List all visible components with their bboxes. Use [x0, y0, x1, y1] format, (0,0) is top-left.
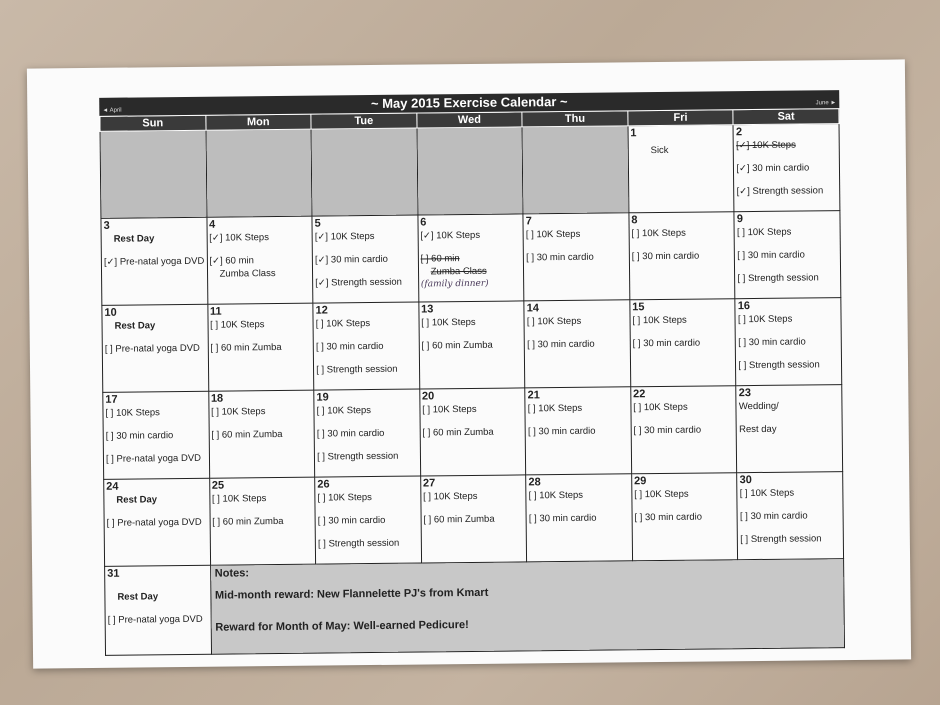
task-item: [ ] Pre-natal yoga DVD	[104, 342, 200, 355]
task-item: [ ] 10K Steps	[525, 228, 581, 241]
day-number: 31	[107, 567, 120, 580]
task-item: [✓] 10K Steps	[736, 139, 796, 152]
task-item: [ ] 10K Steps	[316, 405, 372, 417]
weekday-thu: Thu	[522, 111, 628, 127]
weekday-sat: Sat	[733, 109, 839, 125]
task-item: [ ] 30 min cardio	[632, 337, 701, 350]
task-item: [ ] 30 min cardio	[317, 514, 386, 527]
rest-day-label: Rest Day	[117, 591, 159, 603]
day-number: 20	[421, 390, 435, 403]
day-cell-8	[629, 212, 735, 300]
task-item: [ ] Strength session	[740, 533, 822, 546]
printed-calendar-sheet	[27, 59, 911, 668]
day-number: 5	[314, 217, 321, 230]
rest-day-label: Rest Day	[116, 494, 158, 506]
notes-heading: Notes:	[214, 567, 250, 580]
day-label: Wedding/	[738, 400, 779, 413]
task-item: [ ] 10K Steps	[210, 319, 265, 331]
empty-day-cell	[417, 127, 523, 215]
day-cell-7	[523, 213, 629, 301]
task-item: [ ] 60 min Zumba	[422, 426, 494, 439]
task-item: [✓] 10K Steps	[420, 229, 481, 242]
day-number: 23	[738, 387, 752, 400]
task-item: [✓] 10K Steps	[314, 230, 375, 243]
task-item: [ ] 10K Steps	[211, 493, 267, 505]
task-item: [ ] 30 min cardio	[634, 511, 703, 524]
day-cell-12	[313, 302, 419, 390]
task-item: [ ] 30 min cardio	[527, 425, 596, 438]
task-item: [ ] 10K Steps	[422, 403, 477, 416]
day-number: 25	[211, 479, 225, 492]
day-cell-20	[419, 388, 525, 476]
task-item: [ ] Strength session	[738, 359, 820, 372]
week-row	[103, 385, 843, 480]
task-item: [ ] 10K Steps	[210, 406, 266, 418]
day-cell-21	[525, 387, 631, 475]
task-item: [ ] Pre-natal yoga DVD	[105, 452, 202, 465]
task-item: [ ] Strength session	[317, 537, 400, 550]
empty-day-cell	[311, 128, 417, 216]
day-cell-4	[207, 216, 313, 304]
week-row	[100, 124, 840, 219]
month-reward: Reward for Month of May: Well-earned Pedicure!	[215, 619, 469, 634]
day-number: 3	[103, 219, 110, 232]
day-cell-9	[734, 211, 841, 299]
task-item: [ ] 10K Steps	[634, 488, 689, 501]
day-cell-3	[101, 217, 207, 305]
day-number: 14	[526, 302, 539, 315]
day-cell-30	[737, 472, 844, 560]
task-item: [✓] 10K Steps	[209, 232, 270, 244]
task-item: [✓] 30 min cardio	[314, 253, 388, 266]
rest-day-label: Rest Day	[114, 320, 156, 332]
day-cell-19	[314, 389, 420, 477]
day-number: 13	[421, 303, 434, 316]
task-item: [ ] Strength session	[737, 272, 819, 285]
week-row	[102, 298, 842, 393]
day-number: 17	[105, 393, 118, 406]
day-number: 9	[736, 213, 744, 226]
task-item: [ ] Pre-natal yoga DVD	[106, 516, 202, 529]
day-cell-15	[630, 299, 736, 387]
task-item: [ ] Strength session	[317, 450, 399, 463]
day-cell-24	[104, 478, 210, 566]
task-item: [ ] 10K Steps	[315, 318, 371, 330]
day-cell-31	[105, 565, 211, 655]
weekday-tue: Tue	[311, 113, 417, 129]
day-cell-6	[418, 214, 524, 302]
calendar-grid	[99, 108, 845, 656]
day-number: 4	[209, 218, 216, 231]
day-cell-26	[315, 476, 421, 564]
task-item: Zumba Class	[430, 265, 487, 278]
day-cell-25	[209, 477, 315, 565]
mid-month-reward: Mid-month reward: New Flannelette PJ's from Kmart	[214, 586, 489, 602]
empty-day-cell	[206, 129, 312, 217]
rest-day-label: Rest Day	[113, 233, 155, 245]
task-item: [ ] 10K Steps	[421, 316, 476, 329]
task-item: [ ] 30 min cardio	[633, 424, 702, 437]
day-cell-2	[733, 124, 840, 212]
task-item: [✓] Strength session	[315, 276, 402, 289]
task-item: [ ] 10K Steps	[527, 402, 583, 415]
task-item: [ ] 60 min Zumba	[210, 341, 282, 354]
task-item: [ ] 10K Steps	[739, 487, 795, 500]
day-cell-29	[631, 473, 737, 561]
empty-day-cell	[100, 130, 206, 218]
task-item: Zumba Class	[219, 268, 276, 280]
task-item: [ ] 60 min Zumba	[423, 513, 495, 526]
task-item: [ ] 30 min cardio	[526, 251, 594, 264]
day-number: 27	[422, 477, 436, 490]
prev-month-link[interactable]: ◄ April	[102, 107, 122, 114]
task-item: [ ] 30 min cardio	[631, 250, 700, 263]
task-item: [ ] 10K Steps	[528, 489, 584, 502]
task-item: [ ] 10K Steps	[633, 401, 688, 414]
day-cell-11	[207, 303, 313, 391]
day-cell-22	[631, 386, 737, 474]
weekday-fri: Fri	[628, 110, 734, 126]
next-month-link[interactable]: June ►	[815, 100, 837, 107]
day-cell-14	[524, 300, 630, 388]
task-item: [ ] 30 min cardio	[315, 340, 384, 353]
day-label: Sick	[650, 144, 669, 157]
day-number: 10	[104, 306, 117, 319]
task-item: [✓] Strength session	[736, 185, 824, 198]
task-item: [✓] Pre-natal yoga DVD	[103, 255, 205, 268]
day-number: 16	[737, 300, 751, 313]
day-number: 24	[106, 480, 119, 493]
day-number: 8	[631, 214, 638, 227]
task-item: [ ] 10K Steps	[632, 314, 687, 327]
weekday-mon: Mon	[205, 114, 311, 130]
task-item: [ ] 10K Steps	[526, 315, 582, 328]
day-number: 26	[317, 478, 330, 491]
day-number: 30	[739, 474, 752, 487]
task-item: [✓] 60 min	[209, 255, 254, 267]
notes-panel	[210, 559, 844, 655]
task-item: [ ] 10K Steps	[423, 490, 478, 503]
day-cell-27	[420, 475, 526, 563]
task-item: [ ] 10K Steps	[105, 407, 160, 419]
day-cell-5	[312, 215, 418, 303]
task-item: [ ] 10K Steps	[631, 227, 686, 240]
task-item: [ ] 10K Steps	[737, 313, 793, 326]
task-item: [ ] 30 min cardio	[738, 336, 806, 349]
day-number: 19	[316, 391, 329, 404]
task-item: [ ] 30 min cardio	[316, 427, 385, 440]
calendar-title: ~ May 2015 Exercise Calendar ~	[370, 93, 568, 112]
day-cell-13	[419, 301, 525, 389]
task-item: [ ] Pre-natal yoga DVD	[107, 613, 203, 626]
week-row	[104, 472, 844, 567]
task-item: [ ] 30 min cardio	[528, 512, 597, 525]
task-item: [ ] 60 min Zumba	[421, 339, 493, 352]
day-number: 18	[210, 392, 224, 405]
task-item: [ ] 30 min cardio	[739, 510, 808, 523]
day-cell-18	[208, 390, 314, 478]
day-label: Rest day	[739, 423, 777, 436]
task-item: [ ] 10K Steps	[317, 492, 372, 504]
day-number: 21	[527, 389, 540, 402]
day-number: 22	[633, 388, 646, 401]
day-cell-23	[736, 385, 843, 473]
day-number: 15	[632, 301, 645, 314]
empty-day-cell	[522, 126, 628, 214]
day-number: 12	[315, 304, 328, 317]
day-number: 28	[528, 476, 541, 489]
week-row	[105, 559, 845, 656]
task-item: [ ] 10K Steps	[736, 226, 792, 239]
day-number: 7	[525, 215, 532, 228]
day-cell-17	[103, 391, 209, 479]
task-item: [ ] 30 min cardio	[105, 430, 174, 442]
task-item: [ ] 60 min Zumba	[211, 428, 283, 441]
task-item: [ ] Strength session	[316, 363, 398, 376]
day-number: 29	[633, 475, 647, 488]
task-item: [ ] 60 min	[420, 253, 460, 265]
weekday-sun: Sun	[100, 115, 206, 131]
day-number: 1	[630, 127, 637, 140]
task-item: [ ] 30 min cardio	[526, 338, 595, 351]
day-number: 2	[735, 126, 743, 139]
day-cell-1	[628, 125, 734, 213]
day-cell-28	[526, 474, 632, 562]
day-number: 6	[420, 216, 427, 229]
task-item: [✓] 30 min cardio	[736, 162, 810, 175]
day-cell-10	[102, 304, 208, 392]
task-item: [ ] 30 min cardio	[737, 249, 805, 262]
exercise-calendar	[99, 90, 845, 656]
day-number: 11	[209, 305, 222, 318]
day-cell-16	[735, 298, 842, 386]
task-item: [ ] 60 min Zumba	[212, 515, 284, 528]
handwritten-note: (family dinner)	[420, 278, 489, 290]
weekday-wed: Wed	[417, 112, 523, 128]
week-row	[101, 211, 841, 306]
